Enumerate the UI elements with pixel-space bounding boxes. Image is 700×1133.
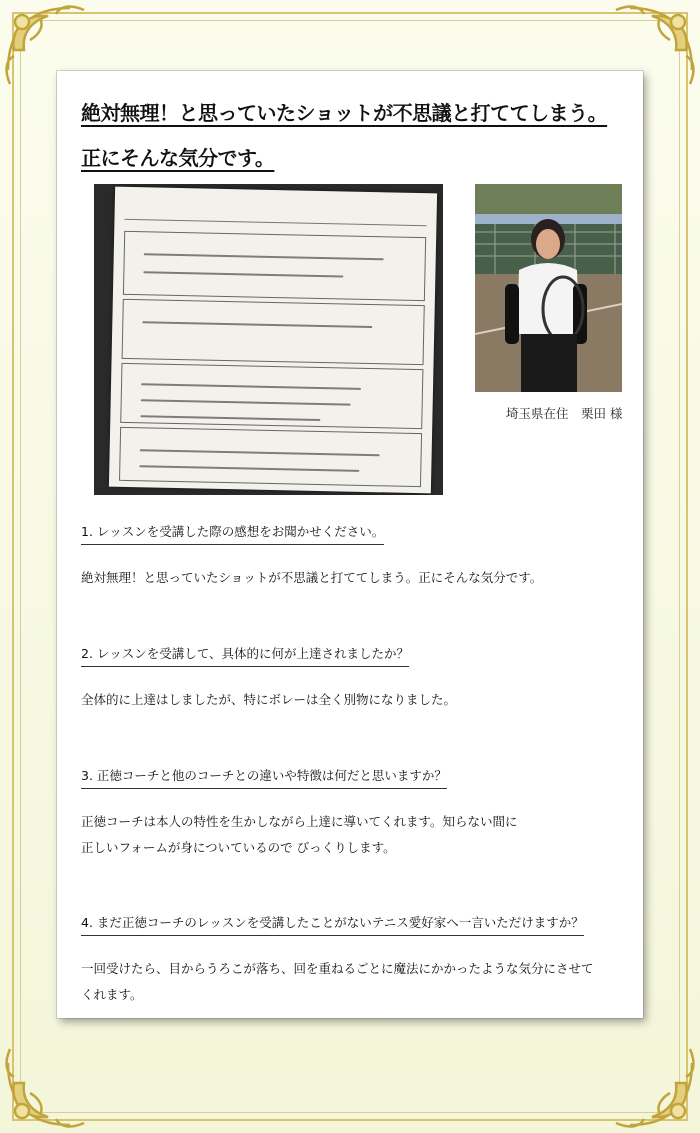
- qa-item-1: [81, 521, 621, 591]
- corner-ornament-icon: [0, 1043, 90, 1133]
- testimonial-card: [57, 71, 643, 1018]
- corner-ornament-icon: [610, 1043, 700, 1133]
- question-2: 2. レッスンを受講して、具体的に何が上達されましたか？: [81, 644, 409, 667]
- title-line-1: 絶対無理！と思っていたショットが不思議と打ててしまう。: [81, 101, 608, 125]
- customer-caption: 埼玉県在住 栗田 様: [506, 406, 623, 421]
- qa-item-3: [81, 765, 621, 861]
- answer-3: 正徳コーチは本人の特性を生かしながら上達に導いてくれます。知らない間に 正しいフォームが身についているので びっくりします。: [81, 814, 518, 855]
- question-4: 4. まだ正徳コーチのレッスンを受講したことがないテニス愛好家へ一言いただけますか？: [81, 913, 584, 936]
- question-3: 3. 正徳コーチと他のコーチとの違いや特徴は何だと思いますか？: [81, 766, 447, 789]
- page-title: [81, 91, 641, 181]
- question-1: 1. レッスンを受講した際の感想をお聞かせください。: [81, 522, 384, 545]
- customer-photo: [475, 184, 622, 392]
- title-line-2: 正にそんな気分です。: [81, 146, 275, 170]
- answer-2: 全体的に上達はしましたが、特にボレーは全く別物になりました。: [81, 692, 457, 707]
- qa-item-4: [81, 912, 621, 1008]
- answer-4: 一回受けたら、目からうろこが落ち、回を重ねるごとに魔法にかかったような気分にさせて くれます。: [81, 961, 594, 1002]
- qa-item-2: [81, 643, 621, 713]
- survey-sheet-image: [109, 187, 437, 494]
- answer-1: 絶対無理！と思っていたショットが不思議と打ててしまう。正にそんな気分です。: [81, 570, 543, 585]
- survey-sheet-photo: [94, 184, 443, 495]
